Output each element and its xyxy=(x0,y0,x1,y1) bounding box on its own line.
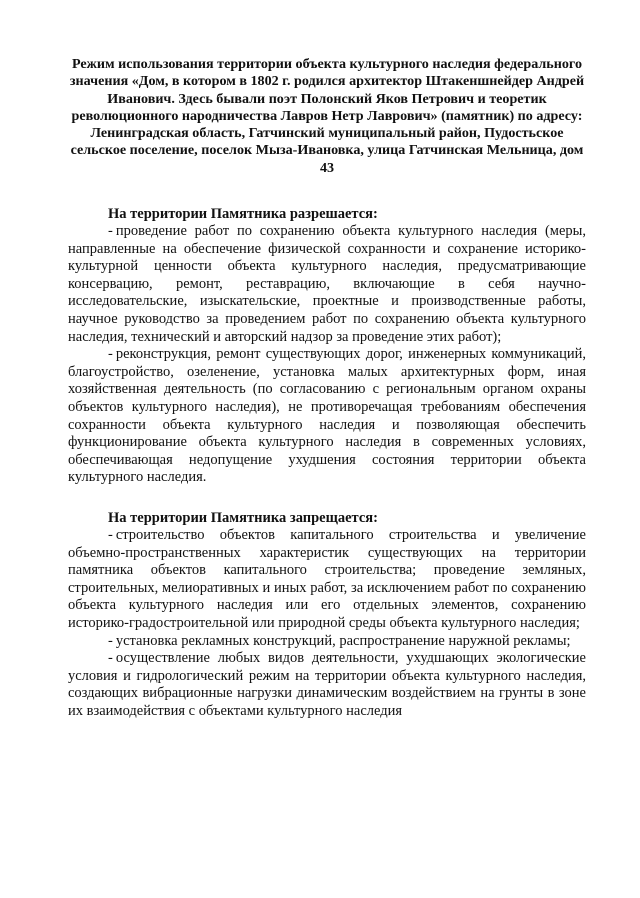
allowed-item xyxy=(68,346,586,487)
list-dash: - xyxy=(108,526,113,543)
list-dash: - xyxy=(108,632,113,649)
forbidden-section xyxy=(68,509,586,721)
list-dash: - xyxy=(108,650,113,667)
forbidden-heading: На территории Памятника запрещается: xyxy=(108,509,378,526)
allowed-heading: На территории Памятника разрешается: xyxy=(108,206,378,223)
forbidden-item-text: строительство объектов капитального строительства и увеличение объемно-пространственных характеристик существующих на территории памятника объектов капитального строительства; проведение земляных, строительных, мелиоративных и иных работ, за исключением работ по сохранению объекта культурного наследия или его отдельных элементов, сохранению историко-градостроительной или природной среды объекта культурного наследия; xyxy=(68,526,586,631)
forbidden-item-text: установка рекламных конструкций, распространение наружной рекламы; xyxy=(115,632,571,649)
allowed-item-text: реконструкция, ремонт существующих дорог, инженерных коммуникаций, благоустройство, озеленение, установка малых архитектурных форм, иная хозяйственная деятельность (по согласованию с региональным органом охраны объектов культурного наследия), не противоречащая требованиям обеспечения сохранности объекта культурного наследия и позволяющая обеспечить функционирование объекта культурного наследия в современных условиях, обеспечивающая недопущение ухудшения состояния территории объекта культурного наследия. xyxy=(68,346,586,486)
allowed-item xyxy=(68,223,586,346)
allowed-item-text: проведение работ по сохранению объекта культурного наследия (меры, направленные на обеспечение физической сохранности и сохранение историко-культурной ценности объекта культурного наследия, предусматривающие консервацию, ремонт, реставрацию, включающие в себя научно-исследовательские, изыскательские, проектные и производственные работы, научное руководство за проведением работ по сохранению объекта культурного наследия, технический и авторский надзор за проведение этих работ); xyxy=(68,223,586,345)
forbidden-item xyxy=(68,650,586,720)
document-title: Режим использования территории объекта культурного наследия федерального значения «Дом, в котором в 1802 г. родился архитектор Штакеншнейдер Андрей Иванович. Здесь бывали поэт Полонский Яков Петрович и теоретик революционного народничества Лавров Нетр Лаврович» (памятник) по адресу: Ленинградская область, Гатчинский муниципальный район, Пудостьское сельское поселение, поселок Мыза-Ивановка, улица Гатчинская Мельница, дом 43 xyxy=(69,56,585,176)
list-dash: - xyxy=(108,223,113,240)
forbidden-item-text: осуществление любых видов деятельности, ухудшающих экологические условия и гидрологический режим на территории объекта культурного наследия, создающих вибрационные нагрузки динамическим воздействием на грунты в зоне их взаимодействия с объектами культурного наследия xyxy=(68,650,586,719)
list-dash: - xyxy=(108,346,113,363)
forbidden-item xyxy=(68,527,586,633)
forbidden-item xyxy=(68,633,586,651)
allowed-section xyxy=(68,205,586,487)
